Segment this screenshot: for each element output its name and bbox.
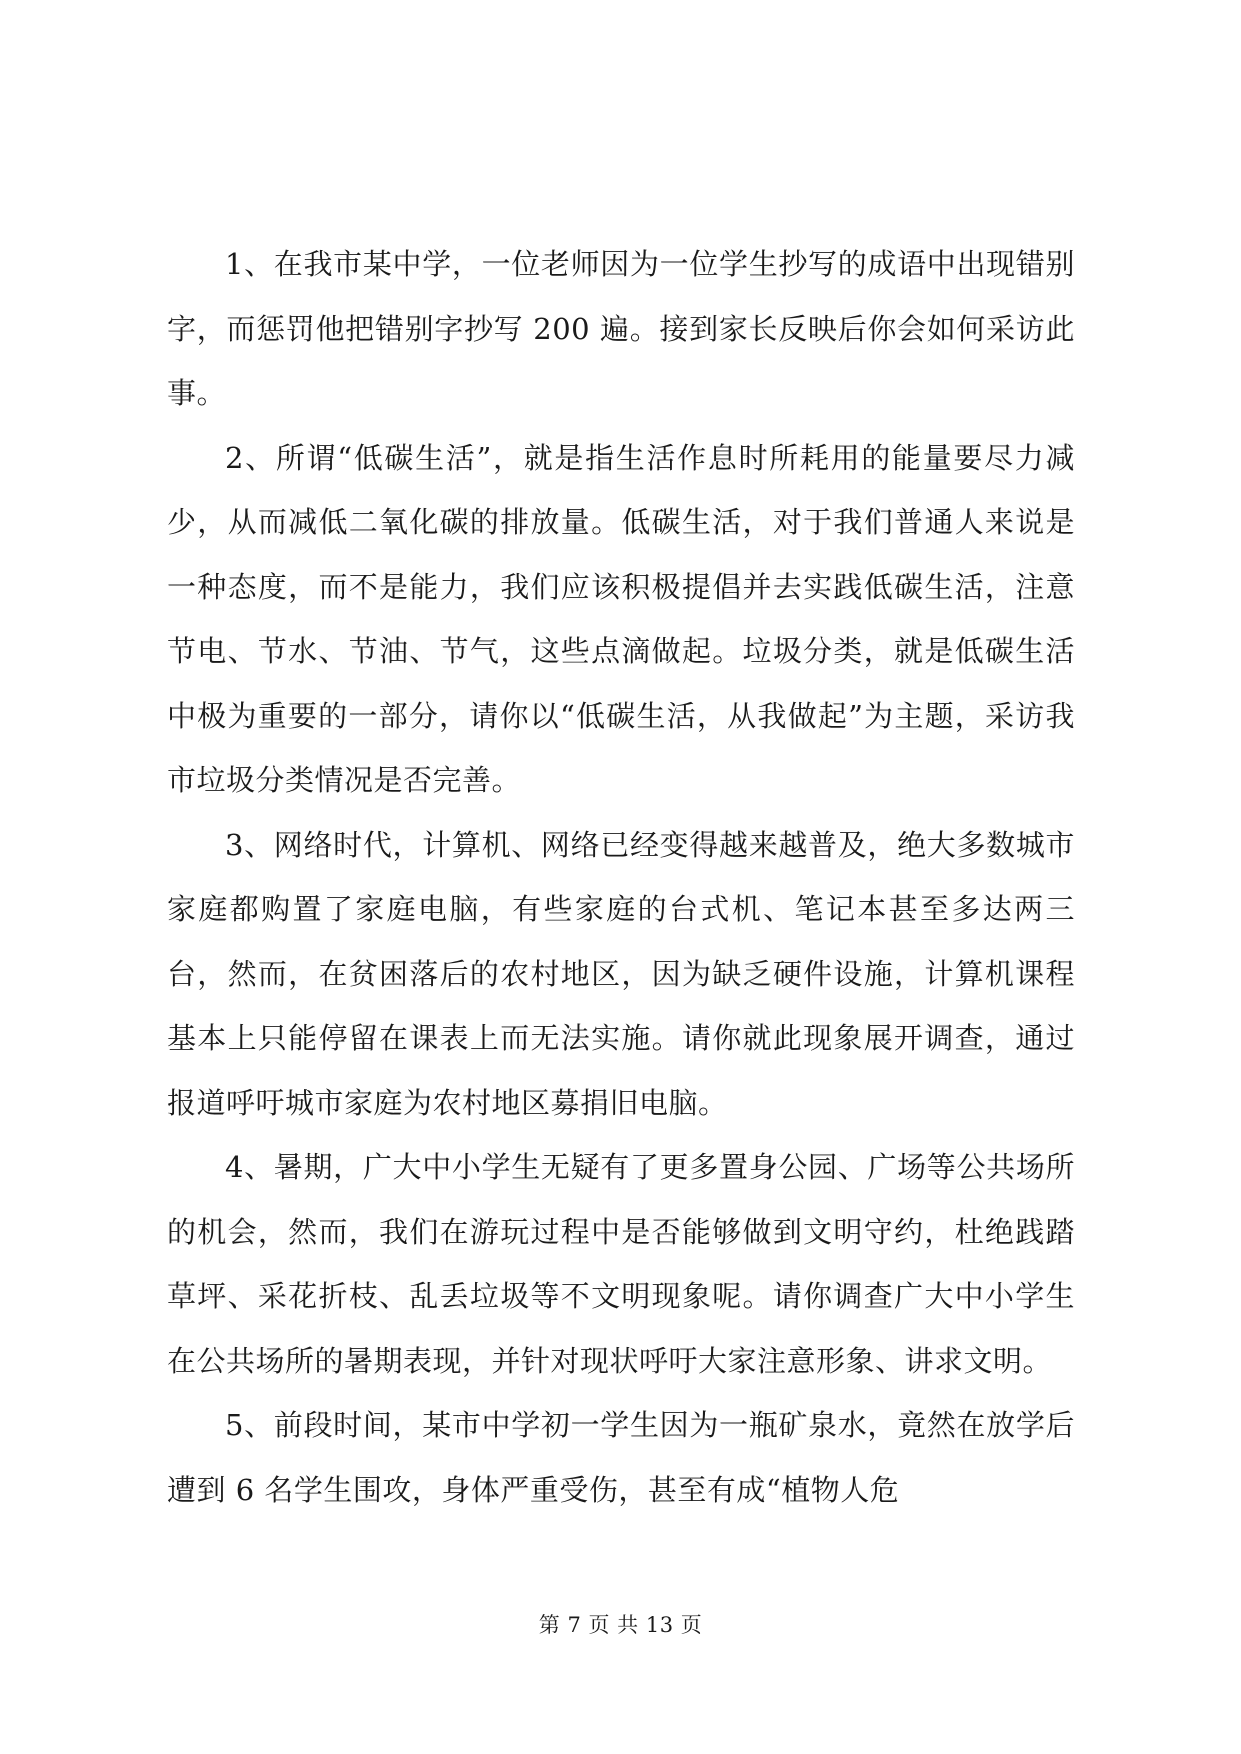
paragraph-2: 2、所谓“低碳生活”，就是指生活作息时所耗用的能量要尽力减少，从而减低二氧化碳的排放量。低碳生活，对于我们普通人来说是一种态度，而不是能力，我们应该积极提倡并去实践低碳生活，注意节电、节水、节油、节气，这些点滴做起。垃圾分类，就是低碳生活中极为重要的一部分，请你以“低碳生活，从我做起”为主题，采访我市垃圾分类情况是否完善。 — [167, 440, 1075, 797]
paragraph-1: 1、在我市某中学，一位老师因为一位学生抄写的成语中出现错别字，而惩罚他把错别字抄写 200 遍。接到家长反映后你会如何采访此事。 — [167, 247, 1075, 410]
paragraph-5: 5、前段时间，某市中学初一学生因为一瓶矿泉水，竟然在放学后遭到 6 名学生围攻，身体严重受伤，甚至有成“植物人危 — [167, 1408, 1075, 1507]
document-body — [167, 232, 1075, 1522]
page-footer: 第 7 页 共 13 页 — [538, 1613, 703, 1637]
paragraph-4: 4、暑期，广大中小学生无疑有了更多置身公园、广场等公共场所的机会，然而，我们在游玩过程中是否能够做到文明守约，杜绝践踏草坪、采花折枝、乱丢垃圾等不文明现象呢。请你调查广大中小学生在公共场所的暑期表现，并针对现状呼吁大家注意形象、讲求文明。 — [167, 1150, 1075, 1378]
paragraph-3: 3、网络时代，计算机、网络已经变得越来越普及，绝大多数城市家庭都购置了家庭电脑，有些家庭的台式机、笔记本甚至多达两三台，然而，在贫困落后的农村地区，因为缺乏硬件设施，计算机课程基本上只能停留在课表上而无法实施。请你就此现象展开调查，通过报道呼吁城市家庭为农村地区募捐旧电脑。 — [167, 827, 1075, 1120]
